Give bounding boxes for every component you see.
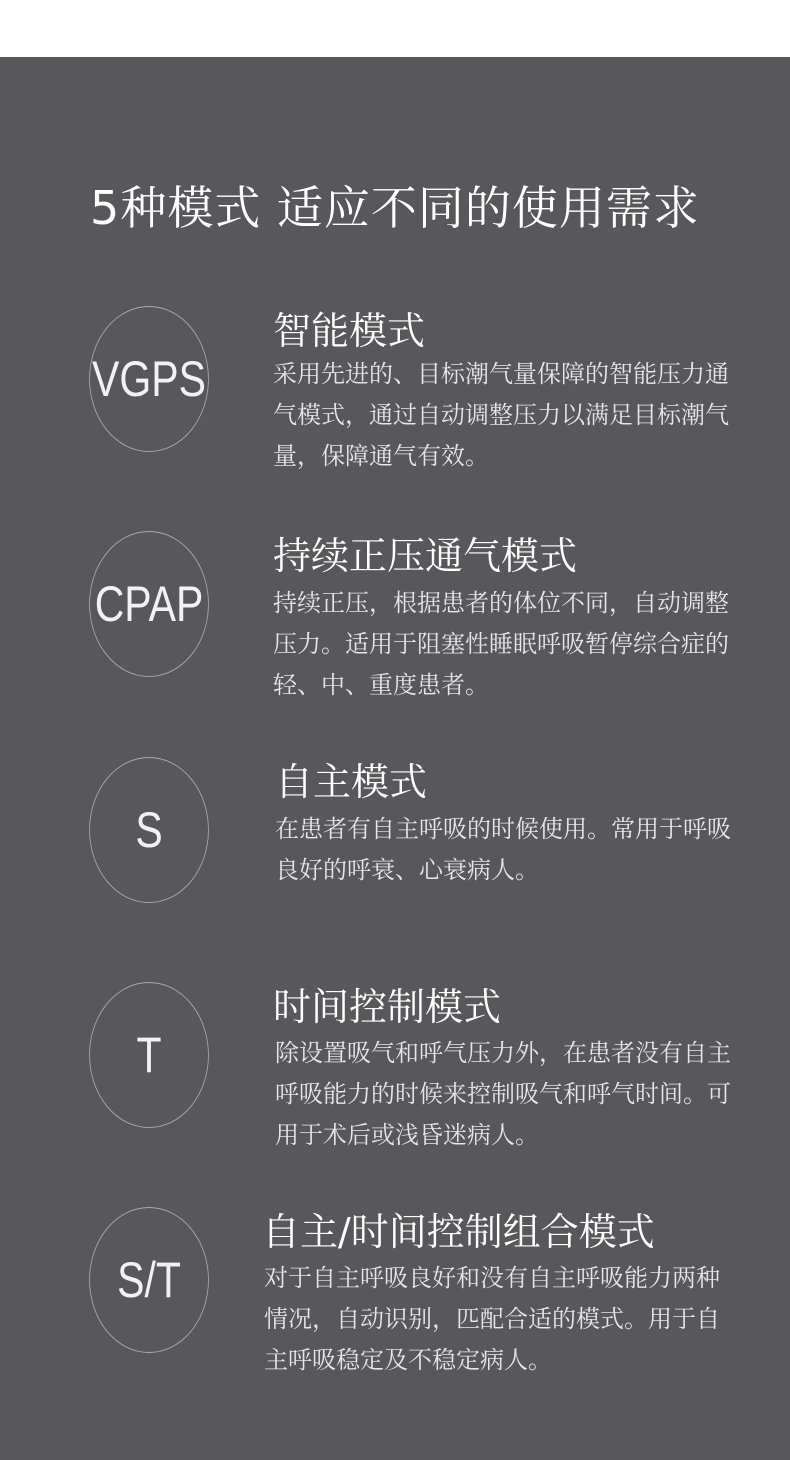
mode-title-spontaneous: 自主模式	[275, 760, 428, 804]
mode-desc-cpap: 持续正压，根据患者的体位不同，自动调整压力。适用于阻塞性睡眠呼吸暂停综合症的轻、中、重度患者。	[273, 589, 729, 699]
mode-badge-s: S	[89, 757, 209, 903]
mode-desc-st: 对于自主呼吸良好和没有自主呼吸能力两种情况，自动识别，匹配合适的模式。用于自主呼吸稳定及不稳定病人。	[264, 1264, 720, 1374]
mode-desc-smart: 采用先进的、目标潮气量保障的智能压力通气模式，通过自动调整压力以满足目标潮气量，保障通气有效。	[273, 360, 729, 470]
mode-badge-st: S/T	[89, 1207, 209, 1353]
mode-title-timed: 时间控制模式	[273, 985, 502, 1029]
mode-title-cpap: 持续正压通气模式	[273, 534, 578, 578]
mode-badge-vgps: VGPS	[89, 306, 209, 452]
mode-badge-cpap: CPAP	[89, 531, 209, 677]
mode-badge-t: T	[89, 982, 209, 1128]
mode-desc-timed: 除设置吸气和呼气压力外，在患者没有自主呼吸能力的时候来控制吸气和呼气时间。可用于术后或浅昏迷病人。	[275, 1039, 731, 1149]
page-headline: 5种模式 适应不同的使用需求	[90, 181, 700, 235]
mode-title-smart: 智能模式	[273, 309, 426, 353]
mode-desc-spontaneous: 在患者有自主呼吸的时候使用。常用于呼吸良好的呼衰、心衰病人。	[275, 815, 731, 884]
mode-title-st: 自主/时间控制组合模式	[262, 1210, 655, 1254]
top-white-strip	[0, 0, 790, 57]
